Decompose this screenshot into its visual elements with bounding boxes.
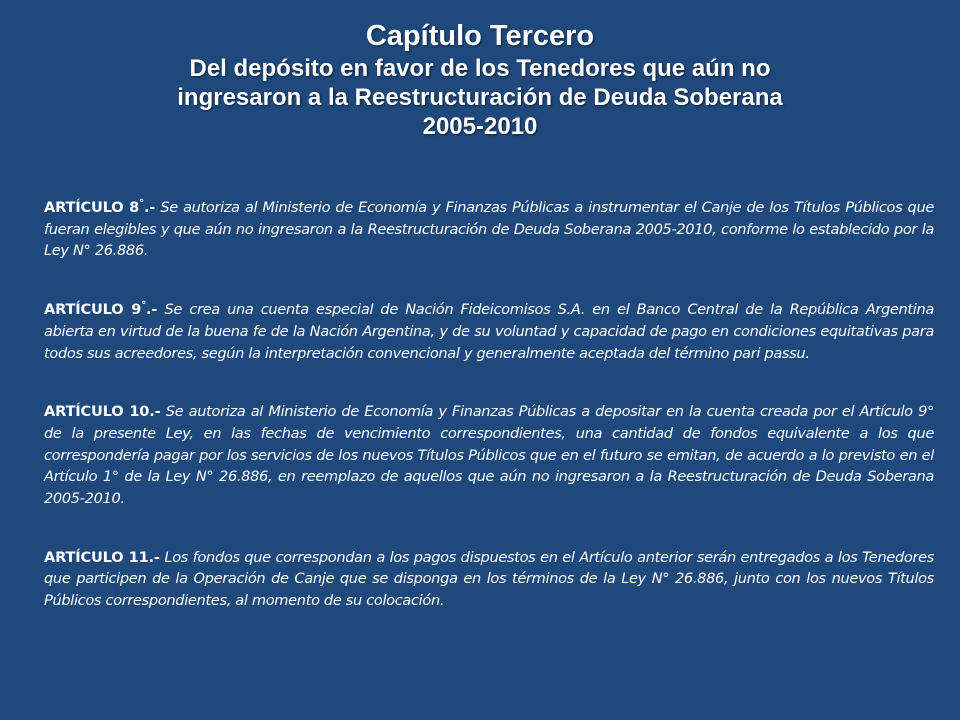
article-9-text: Se crea una cuenta especial de Nación Fideicomisos S.A. en el Banco Central de la República Argentina abierta en virtud de la buena fe de la Nación Argentina, y de su voluntad y capacidad de pago en condiciones equitativas para todos sus acreedores, según la interpretación convencional y generalmente aceptada del término pari passu. (44, 301, 934, 362)
article-8 (44, 197, 934, 262)
title-block (40, 18, 920, 141)
article-8-text: Se autoriza al Ministerio de Economía y Finanzas Públicas a instrumentar el Canje de los Títulos Públicos que fueran elegibles y que aún no ingresaron a la Reestructuración de Deuda Soberana 2005-2010, conforme lo establecido por la Ley N° 26.886. (44, 199, 934, 260)
article-11-text: Los fondos que correspondan a los pagos dispuestos en el Artículo anterior serán entregados a los Tenedores que participen de la Operación de Canje que se disponga en los términos de la Ley N° 26.886, junto con los nuevos Títulos Públicos correspondientes, al momento de su colocación. (44, 548, 934, 610)
article-11-label: ARTÍCULO 11.- (44, 548, 160, 566)
article-8-label: ARTÍCULO 8 (44, 199, 140, 216)
articles-body (44, 197, 934, 649)
article-8-label-suffix: .- (143, 199, 156, 216)
chapter-subtitle-line-3: 2005-2010 (422, 113, 538, 140)
article-10-text: Se autoriza al Ministerio de Economía y Finanzas Públicas a depositar en la cuenta creada por el Artículo 9° de la presente Ley, en las fechas de vencimiento correspondientes, una cantidad de fondos equivalente a los que correspondería pagar por los servicios de los nuevos Títulos Públicos que en el futuro se emitan, de acuerdo a lo previsto en el Artículo 1° de la Ley N° 26.886, en reemplazo de aquellos que aún no ingresaron a la Reestructuración de Deuda Soberana 2005-2010. (44, 403, 934, 508)
article-10-label: ARTÍCULO 10.- (44, 403, 161, 421)
chapter-title: Capítulo Tercero (365, 20, 595, 52)
article-8-label-degree: ° (139, 198, 144, 210)
article-9-label-degree: ° (141, 300, 147, 312)
chapter-subtitle-line-2: ingresaron a la Reestructuración de Deuda Soberana (177, 84, 783, 111)
article-11 (44, 547, 934, 612)
article-10 (44, 401, 934, 510)
chapter-subtitle-line-1: Del depósito en favor de los Tenedores que aún no (189, 55, 771, 82)
article-9 (44, 299, 934, 364)
article-9-label: ARTÍCULO 9 (44, 301, 142, 319)
article-9-label-suffix: .- (146, 301, 158, 319)
